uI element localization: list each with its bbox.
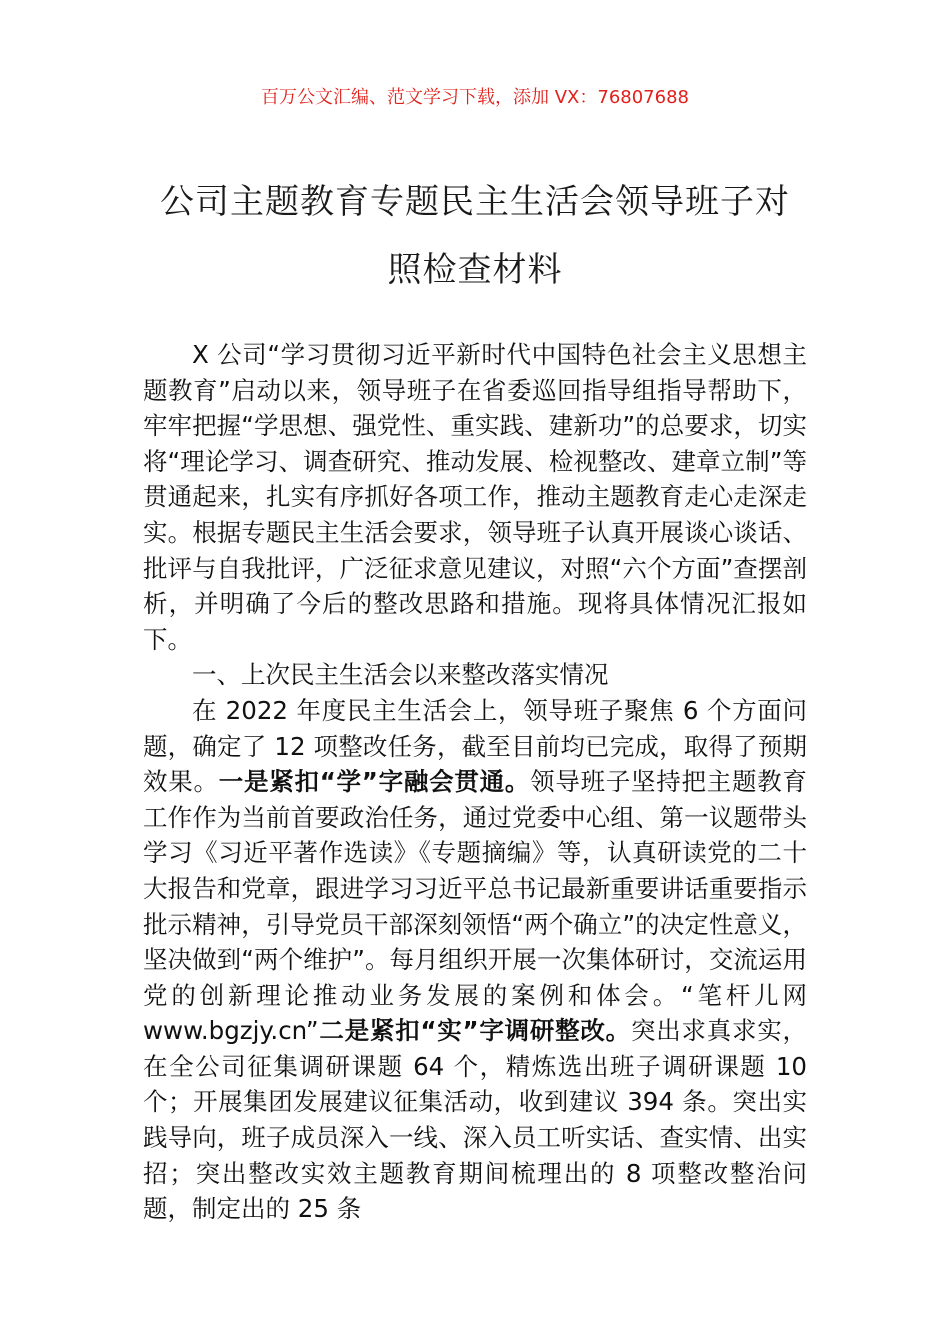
document-title xyxy=(130,168,820,304)
header-watermark-note: 百万公文汇编、范文学习下载，添加 VX：76807688 xyxy=(261,87,689,108)
section-1-paragraph xyxy=(143,693,807,1227)
paragraph-text-d: 突出求真求实，在全公司征集调研课题 64 个，精炼选出班子调研课题 10 个；开展集团发展建议征集活动，收到建议 394 条。突出实践导向，班子成员深入一线、深入员工听实话、查实情、出实招；突出整改实效主题教育期间梳理出的 8 项整改整治问题，制定出的 25 条 xyxy=(143,1016,808,1224)
document-body xyxy=(143,337,807,1227)
section-heading-1: 一、上次民主生活会以来整改落实情况 xyxy=(192,660,609,690)
paragraph-text-c: 领导班子坚持把主题教育工作作为当前首要政治任务，通过党委中心组、第一议题带头学习《习近平著作选读》《专题摘编》等，认真研读党的二十大报告和党章，跟进学习习近平总书记最新重要讲话重要指示批示精神，引导党员干部深刻领悟“两个确立”的决定性意义，坚决做到“两个维护”。每月组织开展一次集体研讨，交流运用党的创新理论推动业务发展的案例和体会。“笔杆儿网 www.bgzjy.cn” xyxy=(143,767,808,1046)
title-line-2: 照检查材料 xyxy=(387,250,563,290)
bold-point-2: 二是紧扣“实”字调研整改。 xyxy=(318,1016,631,1046)
bold-point-1: 一是紧扣“学”字融会贯通。 xyxy=(218,767,531,797)
intro-paragraph: X 公司“学习贯彻习近平新时代中国特色社会主义思想主题教育”启动以来，领导班子在省委巡回指导组指导帮助下，牢牢把握“学思想、强党性、重实践、建新功”的总要求，切实将“理论学习、调查研究、推动发展、检视整改、建章立制”等贯通起来，扎实有序抓好各项工作，推动主题教育走心走深走实。根据专题民主生活会要求，领导班子认真开展谈心谈话、批评与自我批评，广泛征求意见建议，对照“六个方面”查摆剖析，并明确了今后的整改思路和措施。现将具体情况汇报如下。 xyxy=(143,340,807,654)
paragraph-text-a: 在 2022 年度民主生活会上，领导班子聚焦 6 个方面问题，确定了 12 项整改任务，截至目前均已完成，取得了预期效果。 xyxy=(143,695,807,797)
title-line-1: 公司主题教育专题民主生活会领导班子对 xyxy=(160,182,790,222)
